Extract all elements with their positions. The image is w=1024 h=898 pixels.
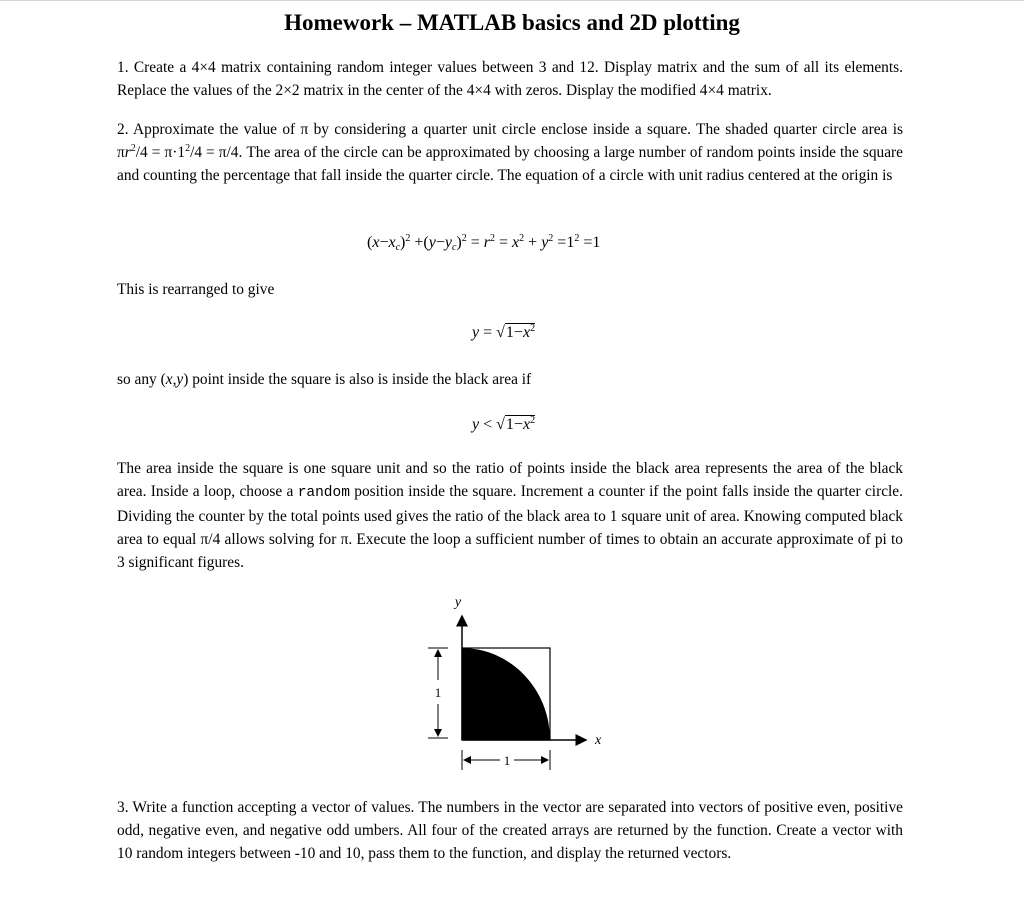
problem-2-r: r — [124, 144, 131, 161]
circle-equation: $(x-x_c)^2 +(y-y_c)^2 = r^2 = x^2 + y^2 =1^2 =1$ — [367, 233, 601, 253]
top-border — [0, 0, 1024, 1]
rearranged-text: This is rearranged to give — [117, 281, 275, 298]
page-title: Homework – MATLAB basics and 2D plotting — [284, 10, 740, 35]
problem-1-text: 1. Create a 4×4 matrix containing random integer values between 3 and 12. Display matrix and the sum of all its elements. Replace the values of the 2×2 matrix in the center of the 4×4 with zeros. Display the modified 4×4 matrix. — [117, 59, 903, 99]
horizontal-dim-label: 1 — [503, 753, 511, 768]
sqrt-equation: $y = √1-x^2$ — [472, 323, 536, 341]
problem-2-part-b: /4 = π·1 — [135, 144, 186, 161]
inequality-equation: $y < √1-x^2$ — [472, 415, 536, 433]
problem-3-text: 3. Write a function accepting a vector of values. The numbers in the vector are separated into vectors of positive even, positive odd, negative even, and negative odd umbers. All four of the created arrays are returned by the function. Create a vector with 10 random integers between -10 and 10, pass them to the function, and display the returned vectors. — [117, 799, 903, 862]
y-axis-label: y — [454, 595, 462, 610]
problem-2-r-exponent: 2 — [130, 143, 136, 154]
code-random: random — [297, 485, 350, 501]
problem-2-part-c: /4 = π/4. The area of the circle can be approximated by choosing a large number of random points inside the square and counting the percentage that fall inside the quarter circle. The equation of a circle with unit radius centered at the origin is — [117, 144, 903, 184]
monte-carlo-description: The area inside the square is one square unit and so the ratio of points inside the black area represents the area of the black area. Inside a loop, choose a random position inside the square. Increment a counter if the point falls inside the quarter circle. Dividing the counter by the total points used gives the ratio of the black area to 1 square unit of area. Knowing computed black area to equal π/4 allows solving for π. Execute the loop a sufficient number of times to obtain an accurate approximate of pi to 3 significant figures. — [117, 460, 903, 571]
quarter-circle-figure — [420, 592, 610, 777]
vertical-dim-label: 1 — [434, 685, 442, 700]
quarter-circle-shaded — [462, 648, 550, 740]
problem-2-one-exponent: 2 — [185, 143, 191, 154]
inside-condition-text: so any (x,y) point inside the square is also is inside the black area if — [117, 371, 532, 388]
x-axis-label: x — [595, 733, 602, 748]
problem-2-text — [117, 118, 903, 187]
problem-2-part-a: 2. Approximate the value of π by considering a quarter unit circle enclose inside a square. The shaded quarter circle area is π — [117, 121, 903, 161]
